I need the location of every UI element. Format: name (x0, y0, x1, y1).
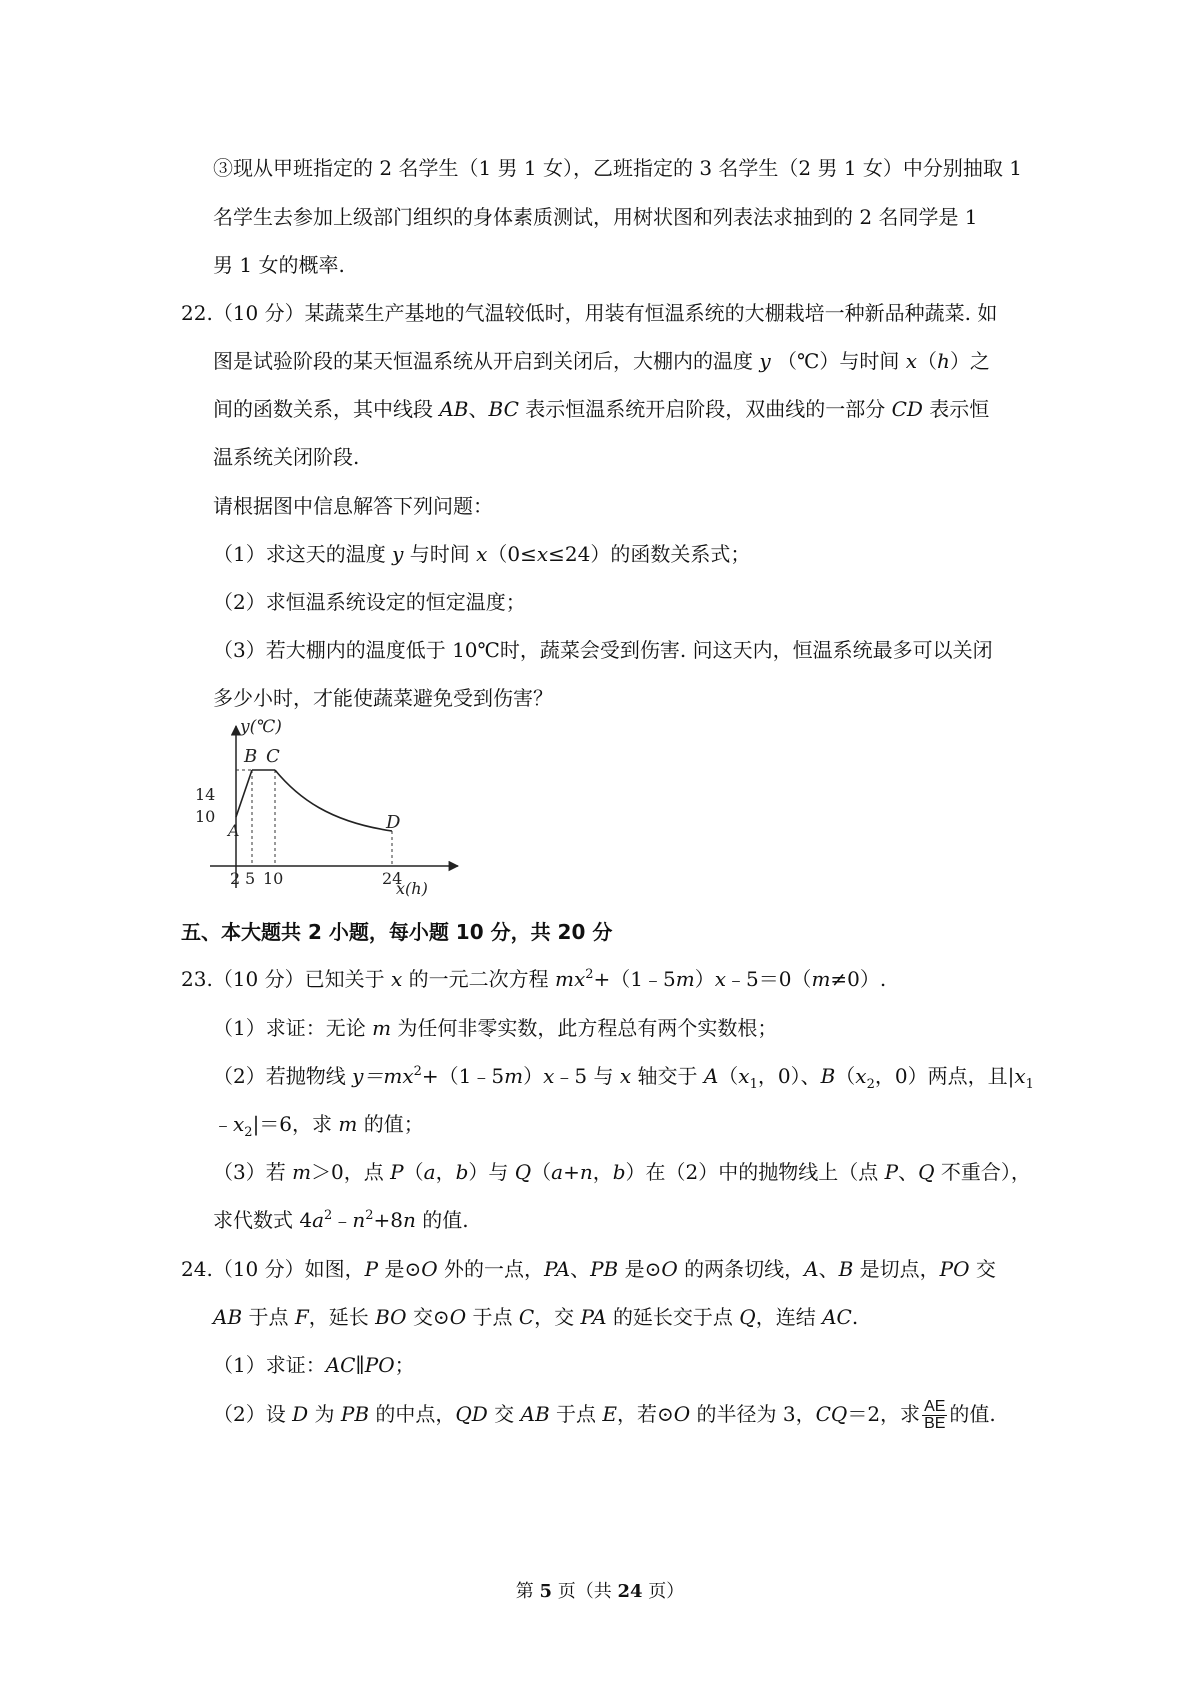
subscript: 2 (866, 1077, 875, 1092)
text: 交⊙ (412, 1305, 450, 1329)
seg-ab: AB (439, 397, 469, 421)
text: 的值； (363, 1112, 424, 1136)
text: ）在（2）中的抛物线上（点 (625, 1160, 879, 1184)
var-x: x (543, 1064, 555, 1088)
text: （2）设 (213, 1402, 286, 1426)
var-x: x (390, 967, 403, 991)
text: （℃）与时间 (777, 349, 900, 373)
var-b: b (455, 1160, 469, 1184)
point-o: O (421, 1257, 438, 1281)
text: ，0）、 (757, 1064, 821, 1088)
text: 、 (468, 397, 489, 421)
point-q: Q (739, 1305, 756, 1329)
text: ）之 (949, 349, 990, 373)
q24-line2 (213, 1303, 858, 1331)
text: （ (403, 1160, 424, 1184)
fraction-ae-over-be (922, 1399, 947, 1432)
text: ﹣5＝0（ (725, 967, 812, 991)
seg-pa: PA (580, 1305, 607, 1329)
text: . (851, 1305, 859, 1329)
seg-bo: BO (375, 1305, 407, 1329)
q23-part2-line1 (213, 1062, 1034, 1090)
point-p: P (390, 1160, 404, 1184)
subscript: 2 (244, 1125, 253, 1140)
var-y: y (759, 349, 771, 373)
y-axis-label: y(℃) (240, 717, 282, 737)
q22-score: （10 分） (212, 301, 305, 325)
var-a: a (312, 1208, 325, 1232)
page-total: 24 (617, 1581, 643, 1602)
text: 为 (314, 1402, 335, 1426)
text: ≠0）. (830, 967, 887, 991)
text: |＝6，求 (252, 1112, 333, 1136)
q23-part2-line2 (213, 1110, 424, 1138)
text: 是⊙ (624, 1257, 662, 1281)
var-a: a (423, 1160, 436, 1184)
temperature-time-graph (195, 717, 470, 898)
text: 的值. (949, 1402, 996, 1426)
page-number: 5 (539, 1581, 552, 1602)
text: ，若⊙ (617, 1402, 674, 1426)
seg-qd: QD (455, 1402, 488, 1426)
parallel-symbol: ∥ (355, 1353, 365, 1377)
var-x: x (619, 1064, 632, 1088)
y-tick-14: 14 (195, 785, 216, 804)
text: ， (435, 1160, 456, 1184)
text: ＞0，点 (311, 1160, 384, 1184)
text: 是⊙ (384, 1257, 422, 1281)
text: 表示恒温系统开启阶段，双曲线的一部分 (525, 397, 886, 421)
q21-part3-line2: 名学生去参加上级部门组织的身体素质测试，用树状图和列表法求抽到的 2 名同学是 1 (213, 205, 978, 229)
text: ）与 (468, 1160, 509, 1184)
var-m: m (372, 1016, 392, 1040)
seg-ac: AC (822, 1305, 852, 1329)
seg-ac: AC (325, 1353, 356, 1377)
point-o: O (661, 1257, 678, 1281)
exponent: 2 (413, 1064, 422, 1079)
segment-ab (236, 770, 252, 817)
var-m: m (675, 967, 695, 991)
point-d: D (292, 1402, 309, 1426)
text: +（1﹣5 (593, 967, 676, 991)
text: 的中点， (375, 1402, 456, 1426)
q23-number: 23. (181, 967, 213, 991)
q22-line3 (213, 395, 989, 423)
var-m: m (811, 967, 831, 991)
q23-part3-line2 (213, 1206, 469, 1234)
text: ，连结 (755, 1305, 816, 1329)
exponent: 2 (585, 967, 594, 982)
q24-line1 (181, 1255, 996, 1283)
text: 的两条切线， (684, 1257, 805, 1281)
text: 为任何非零实数，此方程总有两个实数根； (397, 1016, 778, 1040)
q22-line2 (213, 347, 990, 375)
seg-pa: PA (543, 1257, 571, 1281)
term-a-plus-n: a+n (551, 1160, 593, 1184)
var-m: m (292, 1160, 312, 1184)
text: 如图， (304, 1257, 365, 1281)
text: 交 (975, 1257, 996, 1281)
q22-prompt: 请根据图中信息解答下列问题： (213, 494, 493, 518)
text: （ (835, 1064, 856, 1088)
var-n: n (402, 1208, 416, 1232)
exponent: 2 (365, 1208, 374, 1223)
point-c: C (518, 1305, 535, 1329)
seg-cd: CD (891, 397, 923, 421)
text: 的值. (422, 1208, 469, 1232)
text: （ (917, 349, 938, 373)
point-label-d: D (386, 812, 401, 833)
seg-ab: AB (213, 1305, 243, 1329)
point-b: B (838, 1257, 854, 1281)
point-q: Q (514, 1160, 532, 1184)
seg-po: PO (939, 1257, 970, 1281)
text: 的延长交于点 (612, 1305, 733, 1329)
q22-part3-line1: （3）若大棚内的温度低于 10℃时，蔬菜会受到伤害. 问这天内，恒温系统最多可以关闭 (213, 638, 993, 662)
x-tick-5: 5 (245, 869, 256, 888)
text: （3）若 (213, 1160, 286, 1184)
text: 交 (494, 1402, 515, 1426)
footer-text: 第 (515, 1581, 540, 1602)
q24-part2 (213, 1399, 996, 1432)
point-a: A (804, 1257, 819, 1281)
text: （ (718, 1064, 739, 1088)
text: 求代数式 4 (213, 1208, 313, 1232)
q22-line1 (181, 299, 997, 327)
text: （1）求这天的温度 (213, 542, 386, 566)
seg-pb: PB (340, 1402, 370, 1426)
x-tick-10: 10 (263, 869, 284, 888)
q22-part3-line2: 多少小时，才能使蔬菜避免受到伤害？ (213, 686, 553, 710)
text: （1）求证：无论 (213, 1016, 366, 1040)
var-x: x (855, 1064, 867, 1088)
q21-part3-line3: 男 1 女的概率. (213, 253, 345, 277)
var-h: h (937, 349, 950, 373)
point-o: O (449, 1305, 467, 1329)
q22-line4: 温系统关闭阶段. (213, 445, 360, 469)
text: ＝2，求 (847, 1402, 921, 1426)
text: 于点 (248, 1305, 289, 1329)
text: 是切点， (859, 1257, 940, 1281)
point-o: O (673, 1402, 691, 1426)
section-5-title: 五、本大题共 2 小题，每小题 10 分，共 20 分 (181, 920, 613, 944)
var-n: n (352, 1208, 366, 1232)
y-tick-10: 10 (195, 807, 216, 826)
var-m: m (504, 1064, 524, 1088)
text: +8 (373, 1208, 403, 1232)
text: 外的一点， (443, 1257, 544, 1281)
text: 图是试验阶段的某天恒温系统从开启到关闭后，大棚内的温度 (213, 349, 753, 373)
text: ，交 (534, 1305, 575, 1329)
point-label-b: B (244, 746, 258, 767)
q23-part3-line1 (213, 1158, 1031, 1186)
text: ，延长 (308, 1305, 369, 1329)
text: （ (531, 1160, 552, 1184)
text: 的一元二次方程 (408, 967, 549, 991)
text: 表示恒 (929, 397, 990, 421)
q23-line1 (181, 965, 886, 993)
var-x: x (1014, 1064, 1026, 1088)
q24-part1 (213, 1351, 415, 1379)
text: ﹣ (332, 1208, 353, 1232)
page-footer (0, 1580, 1200, 1604)
text: 间的函数关系，其中线段 (213, 397, 433, 421)
q22-number: 22. (181, 301, 213, 325)
var-m: m (338, 1112, 358, 1136)
point-label-c: C (266, 746, 280, 767)
subscript: 1 (1025, 1077, 1034, 1092)
seg-cq: CQ (815, 1402, 848, 1426)
text: ，0）两点，且| (874, 1064, 1015, 1088)
var-y: y (392, 542, 404, 566)
var-x: x (476, 542, 488, 566)
point-q: Q (918, 1160, 935, 1184)
fraction-numerator: AE (924, 1398, 946, 1415)
text: ﹣ (213, 1112, 233, 1136)
seg-bc: BC (488, 397, 519, 421)
point-f: F (294, 1305, 309, 1329)
point-a: A (703, 1064, 719, 1088)
var-x: x (536, 542, 549, 566)
point-p: P (364, 1257, 379, 1281)
x-tick-2: 2 (230, 869, 241, 888)
text: 、 (818, 1257, 839, 1281)
var-b: b (612, 1160, 626, 1184)
footer-text: 页（共 (552, 1581, 618, 1602)
seg-pb: PB (590, 1257, 619, 1281)
text: 不重合）， (940, 1160, 1031, 1184)
point-p: P (884, 1160, 899, 1184)
text: （0≤ (487, 542, 537, 566)
footer-text: 页） (642, 1581, 685, 1602)
q22-part2: （2）求恒温系统设定的恒定温度； (213, 590, 526, 614)
text: 已知关于 (304, 967, 385, 991)
text: ， (592, 1160, 613, 1184)
exponent: 2 (324, 1208, 333, 1223)
q22-text: 某蔬菜生产基地的气温较低时，用装有恒温系统的大棚栽培一种新品种蔬菜. 如 (304, 301, 998, 325)
var-x: x (233, 1112, 245, 1136)
text: 与时间 (409, 542, 470, 566)
q24-score: （10 分） (212, 1257, 305, 1281)
q22-part1 (213, 540, 750, 568)
text: ； (394, 1353, 415, 1377)
x-axis-label: x(h) (396, 879, 428, 898)
var-x: x (738, 1064, 750, 1088)
text: 于点 (556, 1402, 597, 1426)
q24-number: 24. (181, 1257, 213, 1281)
text: （2）若抛物线 (213, 1064, 346, 1088)
text: 、 (570, 1257, 591, 1281)
term-y-mx: y＝mx (352, 1064, 414, 1088)
text: ） (523, 1064, 544, 1088)
text: ﹣5 与 (554, 1064, 614, 1088)
curve-cd (275, 770, 392, 831)
q21-part3-line1: ③现从甲班指定的 2 名学生（1 男 1 女），乙班指定的 3 名学生（2 男 1 女）中分别抽取 1 (213, 156, 1023, 180)
term-mx: mx (554, 967, 586, 991)
text: （1）求证： (213, 1353, 326, 1377)
text: ） (694, 967, 715, 991)
q23-score: （10 分） (212, 967, 305, 991)
text: ≤24）的函数关系式； (548, 542, 751, 566)
point-e: E (602, 1402, 617, 1426)
point-b: B (820, 1064, 836, 1088)
seg-po: PO (364, 1353, 395, 1377)
var-x: x (714, 967, 726, 991)
var-x: x (905, 349, 918, 373)
x-tick-24: 24 (382, 869, 403, 888)
text: +（1﹣5 (421, 1064, 505, 1088)
point-label-a: A (228, 821, 240, 840)
q23-part1 (213, 1014, 777, 1042)
text: 轴交于 (637, 1064, 698, 1088)
text: 的半径为 3， (696, 1402, 816, 1426)
seg-ab: AB (520, 1402, 550, 1426)
subscript: 1 (749, 1077, 758, 1092)
fraction-denominator: BE (924, 1415, 946, 1432)
text: 、 (898, 1160, 919, 1184)
text: 于点 (472, 1305, 513, 1329)
